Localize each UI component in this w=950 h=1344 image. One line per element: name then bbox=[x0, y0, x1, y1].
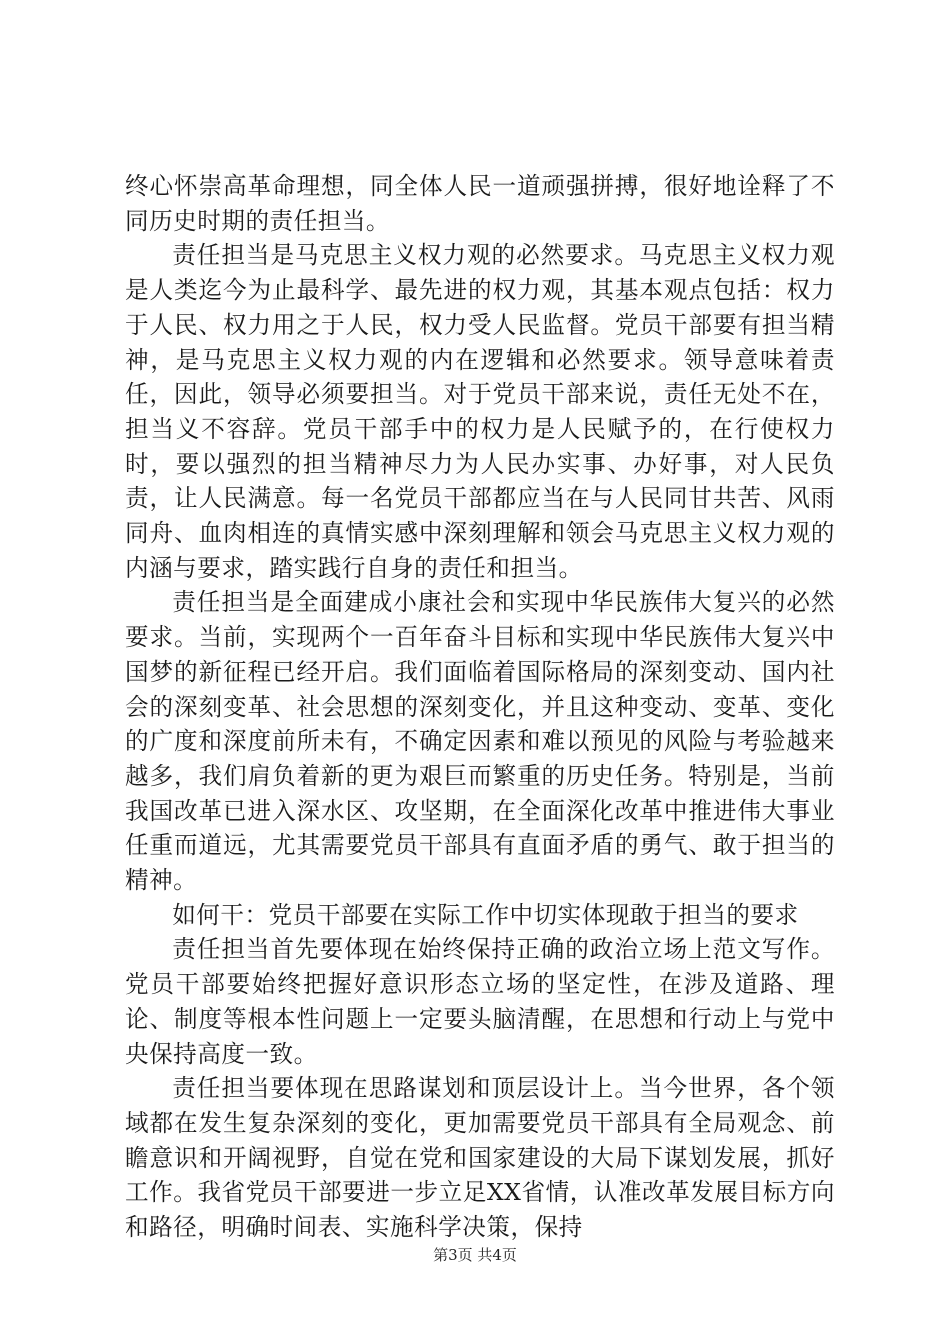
document-body bbox=[125, 169, 835, 1245]
paragraph-national-rejuvenation: 责任担当是全面建成小康社会和实现中华民族伟大复兴的必然要求。当前，实现两个一百年奋斗目标和实现中华民族伟大复兴中国梦的新征程已经开启。我们面临着国际格局的深刻变动、国内社会的深刻变革、社会思想的深刻变化，并且这种变动、变革、变化的广度和深度前所未有，不确定因素和难以预见的风险与考验越来越多，我们肩负着新的更为艰巨而繁重的历史任务。特别是，当前我国改革已进入深水区、攻坚期，在全面深化改革中推进伟大事业任重而道远，尤其需要党员干部具有直面矛盾的勇气、敢于担当的精神。 bbox=[125, 588, 835, 895]
section-heading-how-to-act: 如何干：党员干部要在实际工作中切实体现敢于担当的要求 bbox=[172, 900, 799, 929]
paragraph-power-view: 责任担当是马克思主义权力观的必然要求。马克思主义权力观是人类迄今为止最科学、最先进的权力观，其基本观点包括：权力于人民、权力用之于人民，权力受人民监督。党员干部要有担当精神，是马克思主义权力观的内在逻辑和必然要求。领导意味着责任，因此，领导必须要担当。对于党员干部来说，责任无处不在，担当义不容辞。党员干部手中的权力是人民赋予的，在行使权力时，要以强烈的担当精神尽力为人民办实事、办好事，对人民负责，让人民满意。每一名党员干部都应当在与人民同甘共苦、风雨同舟、血肉相连的真情实感中深刻理解和领会马克思主义权力观的内涵与要求，踏实践行自身的责任和担当。 bbox=[125, 241, 835, 582]
paragraph-continuation: 终心怀崇高革命理想，同全体人民一道顽强拼搏，很好地诠释了不同历史时期的责任担当。 bbox=[125, 172, 835, 235]
paragraph-political-stance: 责任担当首先要体现在始终保持正确的政治立场上范文写作。党员干部要始终把握好意识形态立场的坚定性，在涉及道路、理论、制度等根本性问题上一定要头脑清醒，在思想和行动上与党中央保持高度一致。 bbox=[125, 935, 835, 1068]
page-number-label: 第3页 共4页 bbox=[433, 1246, 517, 1264]
page-footer bbox=[0, 1245, 950, 1265]
paragraph-top-level-design: 责任担当要体现在思路谋划和顶层设计上。当今世界，各个领域都在发生复杂深刻的变化，更加需要党员干部具有全局观念、前瞻意识和开阔视野，自觉在党和国家建设的大局下谋划发展，抓好工作。我省党员干部要进一步立足XX省情，认准改革发展目标方向和路径，明确时间表、实施科学决策，保持 bbox=[125, 1074, 835, 1242]
